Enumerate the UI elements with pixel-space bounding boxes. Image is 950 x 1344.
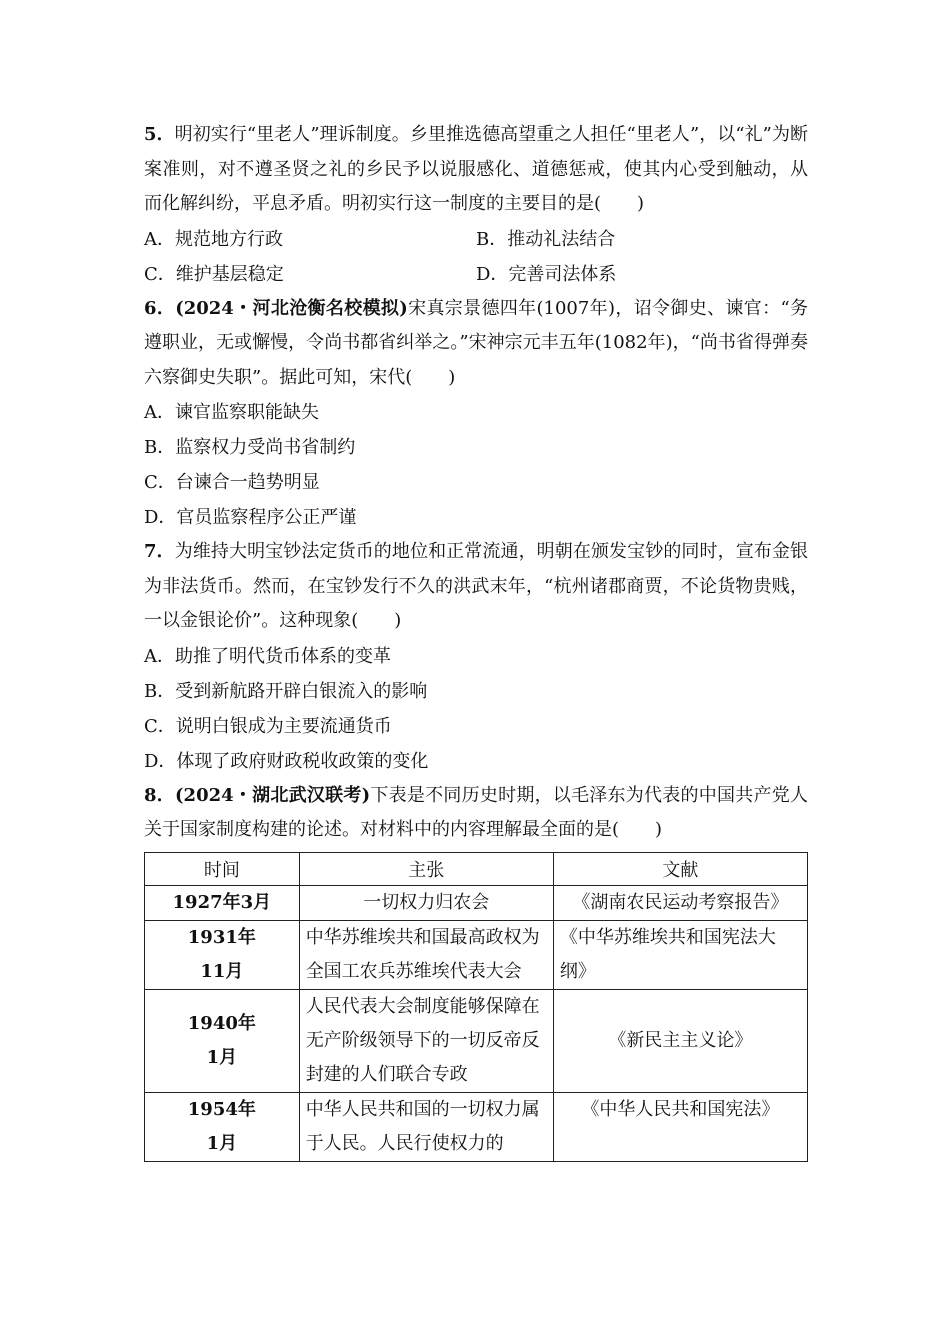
header-doc: 文献 [553, 852, 807, 885]
option-c: C．说明白银成为主要流通货币 [144, 715, 392, 737]
question-5 [144, 118, 808, 292]
question-6 [144, 292, 808, 536]
option-a: A．规范地方行政 [144, 228, 283, 250]
table-row [145, 989, 808, 1092]
table-row [145, 885, 808, 920]
question-8-stem: 8．(2024・湖北武汉联考)下表是不同历史时期，以毛泽东为代表的中国共产党人关于国家制度构建的论述。对材料中的内容理解最全面的是( ) [144, 784, 809, 840]
question-number: 8 [144, 784, 157, 806]
cell-claim: 一切权力归农会 [299, 885, 553, 920]
policy-table [144, 852, 808, 1162]
option-c: C．台谏合一趋势明显 [144, 472, 320, 493]
options-row [144, 257, 808, 292]
option-c: C．维护基层稳定 [144, 263, 284, 285]
cell-time: 1954年 1月 [145, 1092, 300, 1161]
question-5-stem: 5．明初实行“里老人”理诉制度。乡里推选德高望重之人担任“里老人”，以“礼”为断案准则，对不遵圣贤之礼的乡民予以说服感化、道德惩戒，使其内心受到触动，从而化解纠纷，平息矛盾。明初实行这一制度的主要目的是( ) [144, 124, 809, 214]
question-number: 5 [144, 124, 157, 145]
cell-time: 1927年3月 [145, 885, 300, 920]
cell-doc: 《中华人民共和国宪法》 [553, 1092, 807, 1161]
table-header-row [145, 852, 808, 885]
option-b: B．受到新航路开辟白银流入的影响 [144, 680, 428, 702]
question-number: 7 [144, 541, 157, 562]
option-d: D．体现了政府财政税收政策的变化 [144, 750, 429, 772]
option-d: D．完善司法体系 [476, 263, 617, 285]
cell-doc: 《新民主主义论》 [553, 989, 807, 1092]
question-source: (2024・湖北武汉联考) [175, 784, 371, 806]
cell-claim: 中华苏维埃共和国最高政权为全国工农兵苏维埃代表大会 [299, 920, 553, 989]
option-a: A．助推了明代货币体系的变革 [144, 645, 391, 667]
cell-doc: 《中华苏维埃共和国宪法大纲》 [553, 920, 807, 989]
cell-claim: 中华人民共和国的一切权力属于人民。人民行使权力的 [299, 1092, 553, 1161]
table-row [145, 920, 808, 989]
question-source: (2024・河北沧衡名校模拟) [175, 297, 408, 319]
cell-claim: 人民代表大会制度能够保障在无产阶级领导下的一切反帝反封建的人们联合专政 [299, 989, 553, 1092]
option-b: B．监察权力受尚书省制约 [144, 437, 356, 458]
option-b: B．推动礼法结合 [476, 228, 616, 250]
header-time: 时间 [145, 852, 300, 885]
question-6-stem: 6．(2024・河北沧衡名校模拟)宋真宗景德四年(1007年)，诏令御史、谏官：“务遵职业，无或懈慢，令尚书都省纠举之。”宋神宗元丰五年(1082年)，“尚书省得弹奏六察御史失职”。据此可知，宋代( ) [144, 297, 808, 388]
option-a: A．谏官监察职能缺失 [144, 402, 319, 423]
question-7-stem: 7．为维持大明宝钞法定货币的地位和正常流通，明朝在颁发宝钞的同时，宣布金银为非法货币。然而，在宝钞发行不久的洪武末年，“杭州诸郡商贾，不论货物贵贱，一以金银论价”。这种现象( ) [144, 541, 809, 631]
question-8 [144, 779, 808, 1162]
cell-time: 1940年 1月 [145, 989, 300, 1092]
options-row [144, 222, 808, 257]
question-number: 6 [144, 297, 157, 319]
question-7 [144, 535, 808, 779]
header-claim: 主张 [299, 852, 553, 885]
document-page [144, 118, 808, 1162]
table-row [145, 1092, 808, 1161]
cell-time: 1931年 11月 [145, 920, 300, 989]
cell-doc: 《湖南农民运动考察报告》 [553, 885, 807, 920]
option-d: D．官员监察程序公正严谨 [144, 507, 357, 528]
